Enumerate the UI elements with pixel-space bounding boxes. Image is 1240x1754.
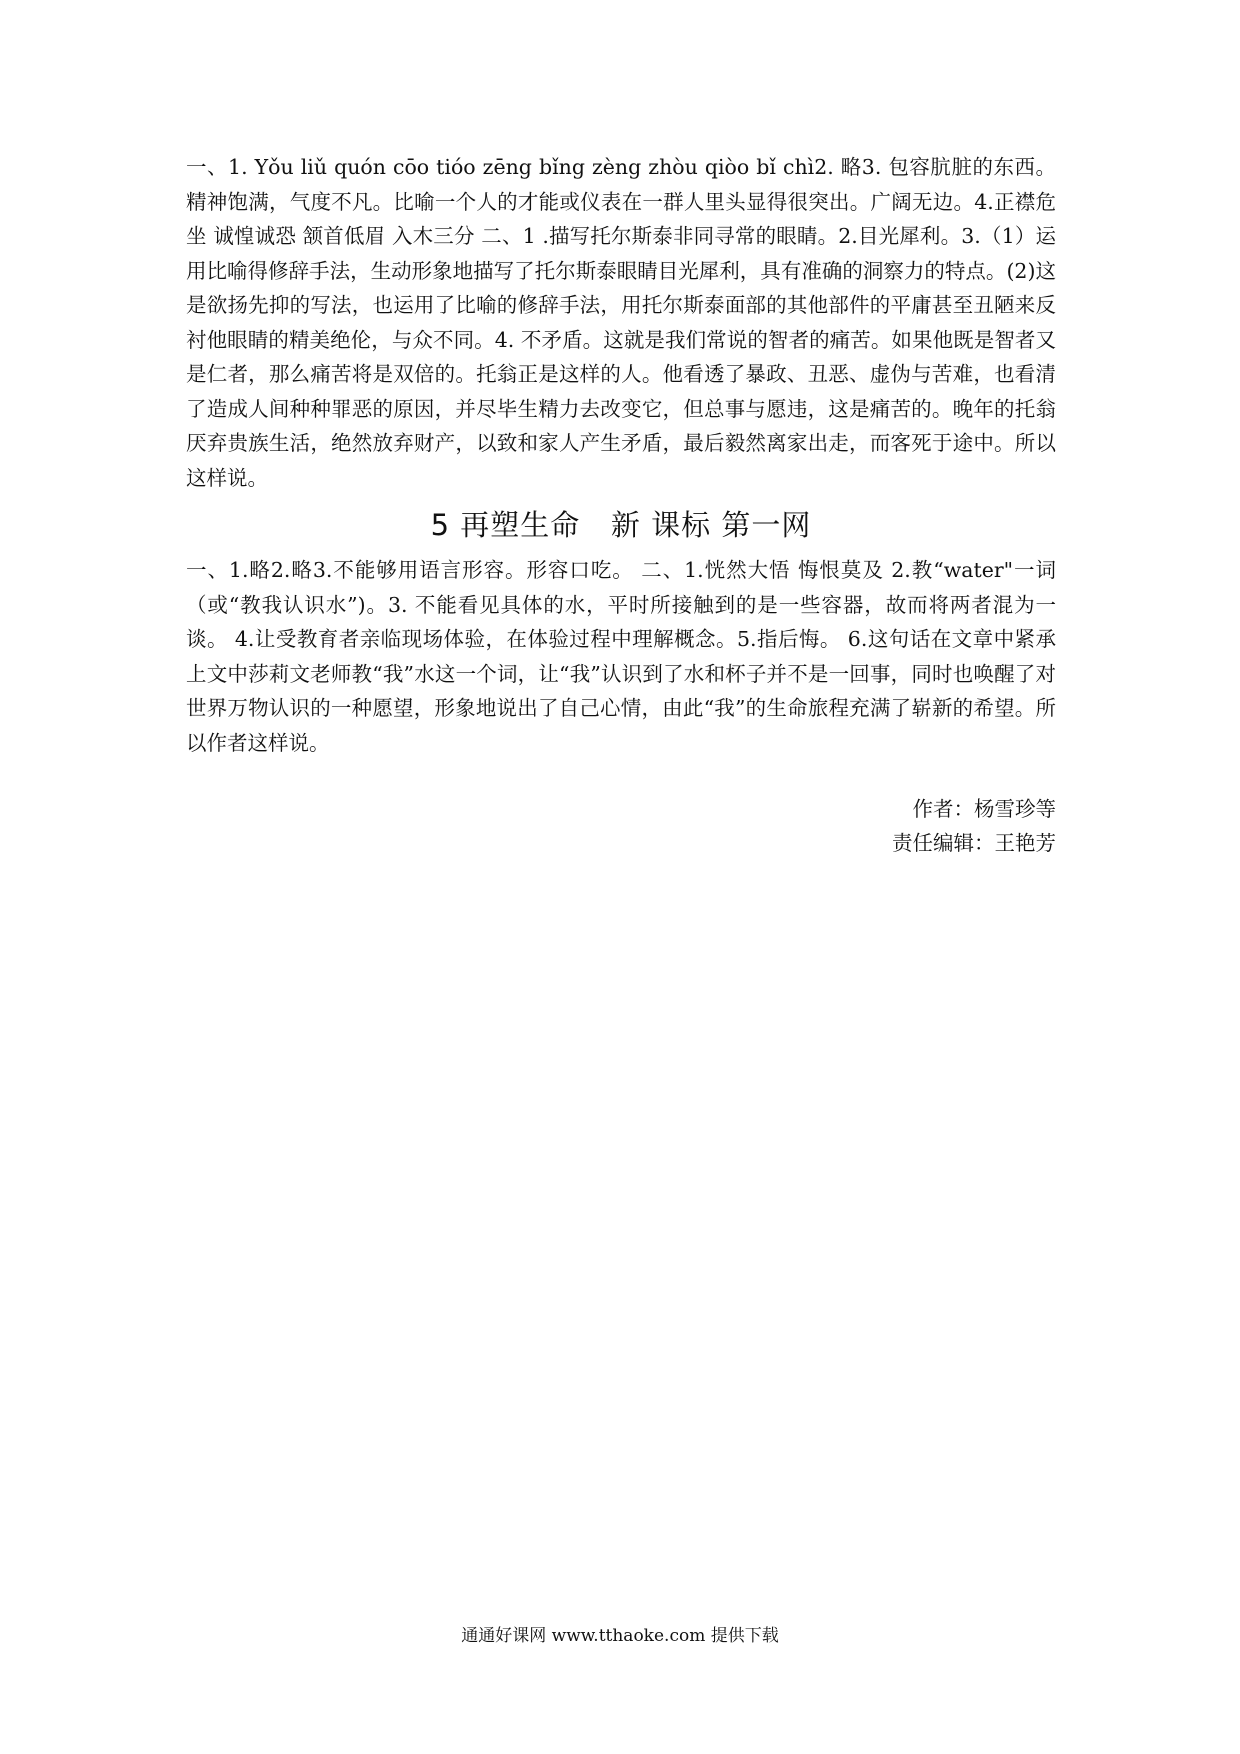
editor-line: 责任编辑：王艳芳: [892, 831, 1056, 855]
credits-block: [186, 792, 1056, 860]
section-4-answers: 一、1. Yǒu liǔ quón cōo tióo zēng bǐng zèng zhòu qiòo bǐ chì2. 略3. 包容肮脏的东西。精神饱满，气度不凡。比喻一个人的才能或仪表在一群人里头显得很突出。广阔无边。4.正襟危坐 诚惶诚恐 颔首低眉 入木三分 二、1 .描写托尔斯泰非同寻常的眼睛。2.目光犀利。3.（1）运用比喻得修辞手法，生动形象地描写了托尔斯泰眼睛目光犀利，具有准确的洞察力的特点。(2)这是欲扬先抑的写法，也运用了比喻的修辞手法，用托尔斯泰面部的其他部件的平庸甚至丑陋来反衬他眼睛的精美绝伦，与众不同。4. 不矛盾。这就是我们常说的智者的痛苦。如果他既是智者又是仁者，那么痛苦将是双倍的。托翁正是这样的人。他看透了暴政、丑恶、虚伪与苦难，也看清了造成人间种种罪恶的原因，并尽毕生精力去改变它，但总事与愿违，这是痛苦的。晚年的托翁厌弃贵族生活，绝然放弃财产，以致和家人产生矛盾，最后毅然离家出走，而客死于途中。所以这样说。: [186, 155, 1056, 490]
section-5-title: 5 再塑生命 新 课标 第一网: [430, 508, 812, 542]
section-5-answers: 一、1.略2.略3.不能够用语言形容。形容口吃。 二、1.恍然大悟 悔恨莫及 2.教“water"一词（或“教我认识水”)。3. 不能看见具体的水，平时所接触到的是一些容器，故而将两者混为一谈。 4.让受教育者亲临现场体验，在体验过程中理解概念。5.指后悔。 6.这句话在文章中紧承上文中莎莉文老师教“我”水这一个词，让“我”认识到了水和杯子并不是一回事，同时也唤醒了对世界万物认识的一种愿望，形象地说出了自己心情，由此“我”的生命旅程充满了崭新的希望。所以作者这样说。: [186, 558, 1056, 755]
author-line: 作者：杨雪珍等: [912, 797, 1056, 821]
section-5-heading: [186, 505, 1056, 545]
download-footer: 通通好课网 www.tthaoke.com 提供下载: [461, 1626, 779, 1646]
answer-content: [186, 150, 1056, 860]
